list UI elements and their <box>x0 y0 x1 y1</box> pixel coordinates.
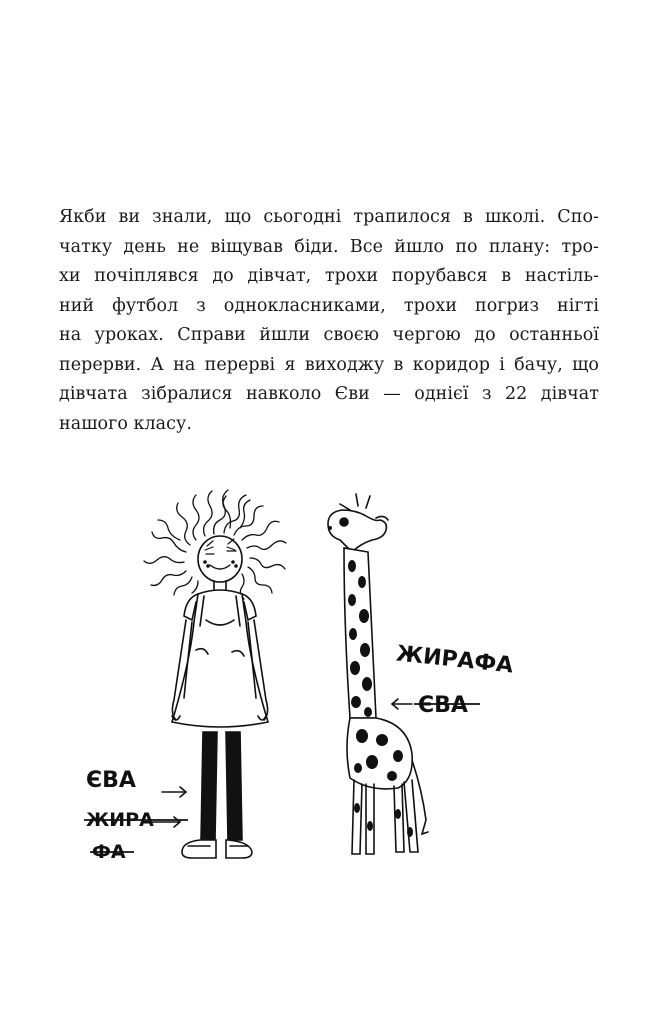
arrow-right-icon <box>150 817 180 827</box>
paragraph-line: хи почіплявся до дівчат, трохи порубався в настіль- <box>59 266 599 286</box>
paragraph-line: дівчата зібралися навколо Єви — однієї з 22 дівчат <box>59 384 599 404</box>
giraffe-drawing <box>328 494 428 854</box>
girl-left-leg <box>201 732 217 840</box>
story-paragraph <box>59 203 599 439</box>
paragraph-line: перерви. А на перерві я виходжу в коридор і бачу, що <box>59 354 599 375</box>
paragraph-line: ний футбол з однокласниками, трохи погриз нігті <box>59 295 599 316</box>
girl-dress <box>172 590 268 727</box>
girl-right-shoe <box>226 840 252 858</box>
arrow-left-icon <box>392 699 412 709</box>
right-label-group <box>395 641 514 678</box>
paragraph-line: чатку день не віщував біди. Все йшло по плану: тро- <box>59 236 599 257</box>
label-crossed-fa: ФА <box>92 841 126 863</box>
illustration-girl-and-giraffe <box>0 460 658 880</box>
arrow-right-icon <box>162 787 186 797</box>
left-label-group <box>84 768 188 863</box>
paragraph-line: Якби ви знали, що сьогодні трапилося в школі. Спо- <box>59 207 599 227</box>
giraffe-neck <box>344 548 376 718</box>
right-crossed-label <box>392 693 480 718</box>
girl-face <box>198 536 242 582</box>
girl-right-leg <box>226 732 242 840</box>
label-eva: ЄВА <box>86 768 136 793</box>
label-crossed-eva: ЄВА <box>418 693 468 718</box>
paragraph-line: нашого класу. <box>59 413 192 434</box>
label-crossed-zhyra: ЖИРА <box>86 809 154 831</box>
giraffe-head <box>328 510 386 552</box>
label-zhyrafa: ЖИРАФА <box>395 641 515 679</box>
paragraph-line: на уроках. Справи йшли своєю чергою до останньої <box>59 325 599 345</box>
girl-left-shoe <box>182 840 216 858</box>
girl-drawing <box>144 490 286 858</box>
